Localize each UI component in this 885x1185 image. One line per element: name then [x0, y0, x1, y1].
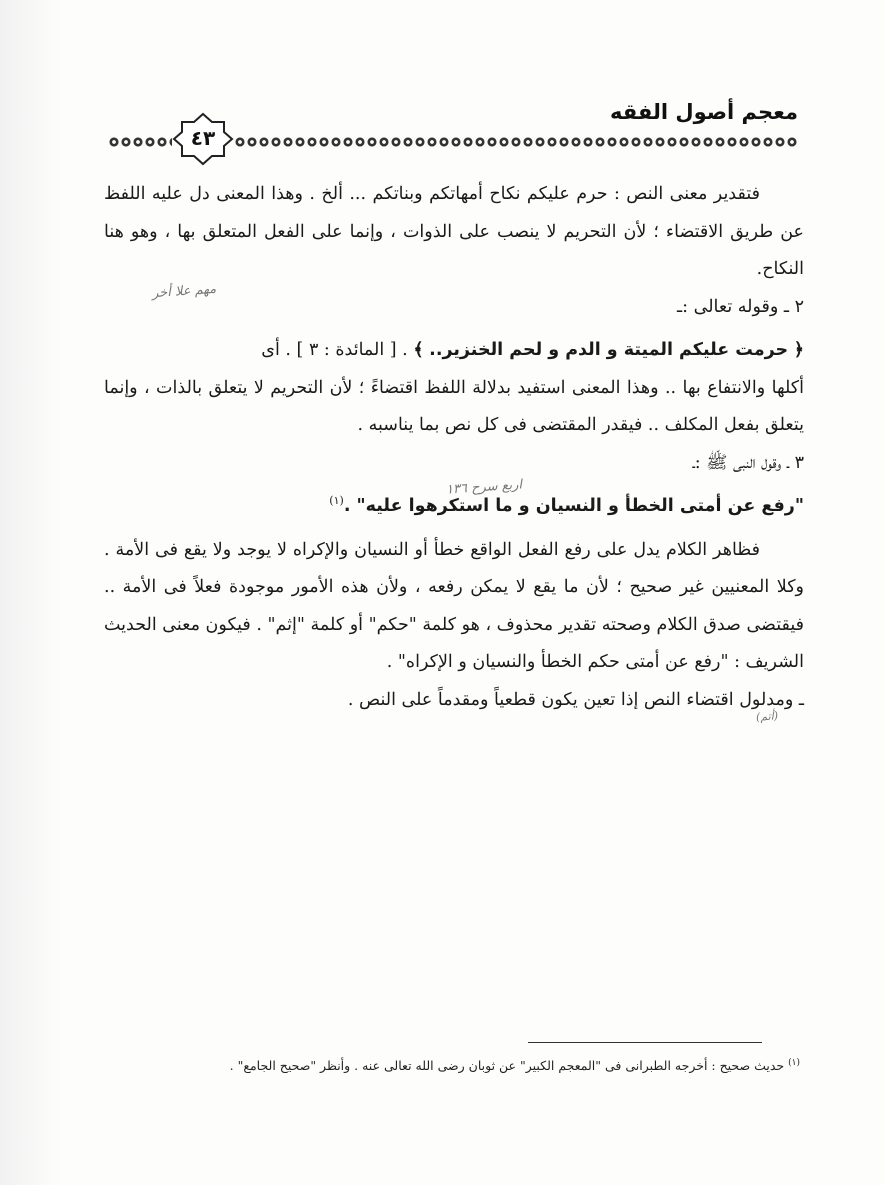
quran-verse-line: [104, 332, 804, 370]
paragraph-4: [104, 682, 804, 720]
item-2-label: ٢ ـ وقوله تعالى :ـ: [677, 296, 804, 317]
quran-open-bracket: ﴿: [793, 340, 804, 360]
handwritten-note-3: (أتم): [755, 709, 779, 724]
page-number-badge: [172, 112, 234, 166]
ornament-strip-left: [108, 136, 172, 148]
item-3-label: ٣ ـ وقول النبى ﷺ :ـ: [692, 452, 804, 473]
paragraph-4-text: ـ ومدلول اقتضاء النص إذا تعين يكون قطعياً ومقدماً على النص .: [347, 689, 804, 710]
footnote-text: حديث صحيح : أخرجه الطبرانى فى "المعجم الكبير" عن ثوبان رضى الله تعالى عنه . وأنظر "صحيح الجامع" .: [229, 1058, 785, 1073]
hadith-footnote-ref: (١): [329, 494, 344, 508]
quran-reference: . [ المائدة : ٣ ] . أى: [261, 340, 408, 360]
quran-close-bracket: ﴾: [413, 340, 424, 360]
hadith-text: "رفع عن أمتى الخطأ و النسيان و ما استكرهوا عليه" .: [343, 496, 804, 516]
handwritten-note-1: مهم علا أخر: [151, 281, 217, 302]
paragraph-3: [104, 532, 804, 682]
paragraph-2-text: أكلها والانتفاع بها .. وهذا المعنى استفيد بدلالة اللفظ اقتضاءً ؛ لأن التحريم لا يتعلق بالذات ، وإنما يتعلق بفعل المكلف .. فيقدر المقتضى فى كل نص بما يناسبه .: [104, 377, 804, 435]
paragraph-2: [104, 370, 804, 445]
scan-shadow: [0, 0, 60, 1185]
paragraph-1: [104, 176, 804, 289]
handwritten-note-2: اربع سرح ١٣٦: [445, 477, 523, 498]
footnote-divider: [528, 1042, 762, 1043]
quran-verse-text: حرمت عليكم الميتة و الدم و لحم الخنزير..: [429, 340, 789, 360]
page-header: [108, 96, 798, 156]
main-text: [104, 176, 804, 719]
running-title: معجم أصول الفقه: [609, 100, 798, 124]
footnote: [150, 1056, 800, 1076]
paragraph-1-text: فتقدير معنى النص : حرم عليكم نكاح أمهاتكم وبناتكم ... ألخ . وهذا المعنى دل عليه اللفظ عن طريق الاقتضاء ؛ لأن التحريم لا ينصب على الذوات ، وإنما على الفعل المتعلق بها ، وهو هنا النكاح.: [104, 184, 804, 279]
page-number: ٤٣: [190, 126, 216, 150]
ornament-strip-right: [234, 136, 798, 148]
item-3-heading: [104, 445, 804, 483]
footnote-marker: (١): [788, 1057, 800, 1068]
paragraph-3-text: فظاهر الكلام يدل على رفع الفعل الواقع خطأ أو النسيان والإكراه لا يوجد ولا يقع فى الأمة . وكلا المعنيين غير صحيح ؛ لأن ما يقع لا يمكن رفعه ، ولأن هذه الأمور موجودة فعلاً فى الأمة .. فيقتضى صدق الكلام وصحته تقدير محذوف ، هو كلمة "حكم" أو كلمة "إثم" . فيكون معنى الحديث الشريف : "رفع عن أمتى حكم الخطأ والنسيان و الإكراه" .: [104, 539, 804, 672]
